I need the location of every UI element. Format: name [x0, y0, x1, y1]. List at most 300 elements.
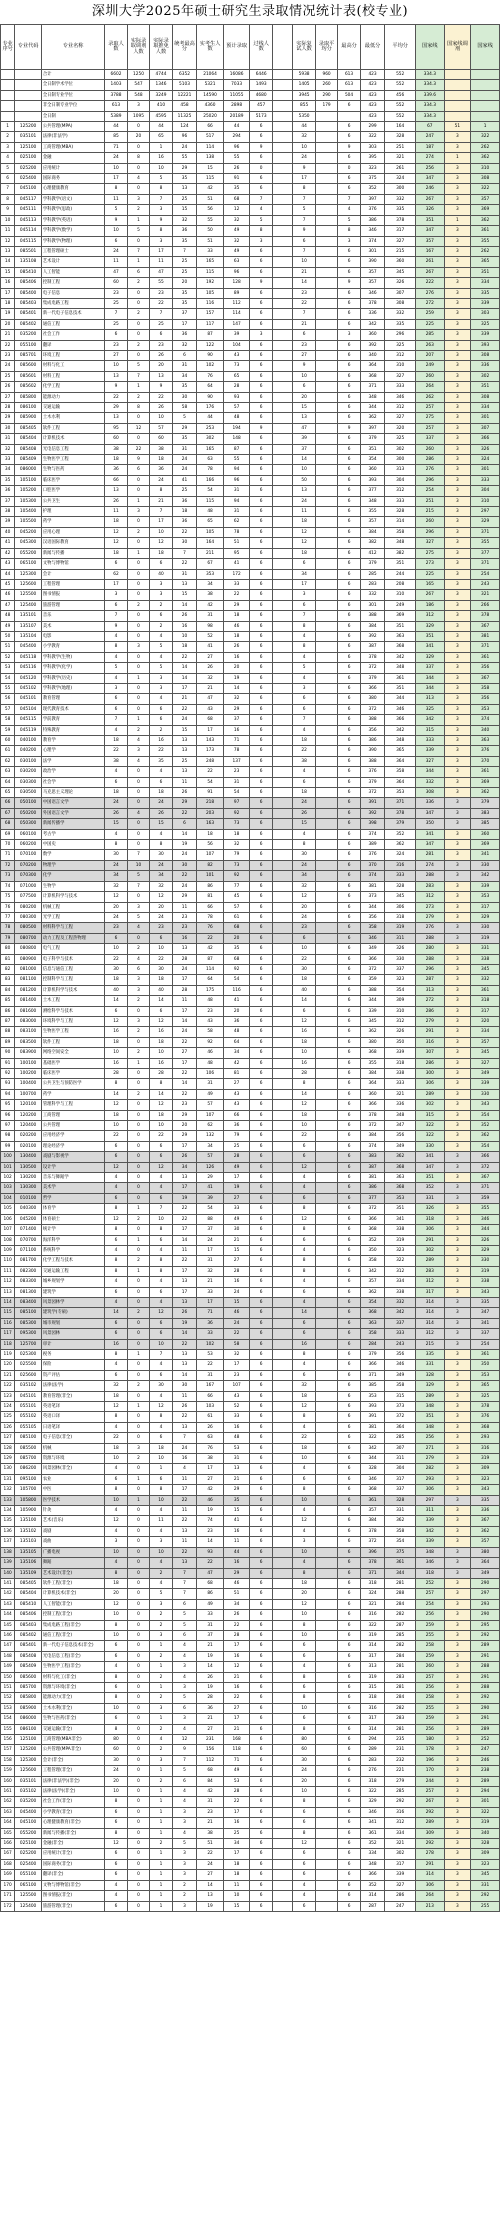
- table-cell: 135102: [15, 1526, 42, 1536]
- table-cell: 264: [416, 382, 445, 392]
- table-cell: 14: [172, 600, 197, 610]
- table-cell: 0: [127, 1006, 149, 1016]
- table-cell: 025200: [15, 1849, 42, 1859]
- table-cell: [315, 423, 337, 433]
- table-cell: 22: [105, 746, 127, 756]
- table-cell: 6: [338, 1297, 360, 1307]
- table-cell: [272, 246, 292, 256]
- table-cell: 24: [197, 1235, 224, 1245]
- table-cell: 15: [1, 267, 15, 277]
- table-cell: [272, 1630, 292, 1640]
- table-cell: 361: [471, 226, 500, 236]
- table-cell: 363: [385, 631, 416, 641]
- table-cell: 6: [338, 1516, 360, 1526]
- table-cell: 282: [385, 1610, 416, 1620]
- table-cell: 3: [444, 1464, 471, 1474]
- table-cell: 055200: [15, 1828, 42, 1838]
- table-cell: 144: [1, 1610, 15, 1620]
- table-cell: 378: [471, 1402, 500, 1412]
- table-cell: 194: [223, 423, 250, 433]
- table-cell: 57: [150, 423, 172, 433]
- table-cell: 0: [127, 1141, 149, 1151]
- table-cell: 6: [338, 954, 360, 964]
- table-cell: 49: [223, 246, 250, 256]
- table-cell: 151: [1, 1682, 15, 1692]
- table-cell: 351: [385, 559, 416, 569]
- table-cell: [272, 912, 292, 922]
- table-cell: 361: [385, 1558, 416, 1568]
- table-cell: 0: [127, 1880, 149, 1890]
- table-cell: 0: [338, 163, 360, 173]
- table-cell: 13: [172, 746, 197, 756]
- table-cell: 34: [105, 871, 127, 881]
- table-cell: 256: [416, 1682, 445, 1692]
- table-cell: [315, 507, 337, 517]
- table-cell: 6: [338, 819, 360, 829]
- table-cell: 65: [223, 371, 250, 381]
- table-cell: 控制科学与工程: [41, 975, 104, 985]
- table-cell: 294: [360, 1735, 385, 1745]
- table-cell: [315, 1828, 337, 1838]
- table-cell: 291: [416, 1027, 445, 1037]
- table-cell: 29: [172, 892, 197, 902]
- table-cell: 373: [360, 892, 385, 902]
- table-cell: 8: [105, 1266, 127, 1276]
- table-cell: 39: [197, 1193, 224, 1203]
- table-cell: 7: [127, 881, 149, 891]
- table-cell: 11: [150, 257, 172, 267]
- table-cell: 366: [360, 683, 385, 693]
- table-cell: [272, 413, 292, 423]
- table-cell: 集成电路工程(非全): [41, 1620, 104, 1630]
- table-row: [1, 756, 500, 766]
- table-row: [1, 1506, 500, 1516]
- table-cell: 23: [197, 1526, 224, 1536]
- table-cell: 18: [105, 1037, 127, 1047]
- table-cell: 54: [197, 1204, 224, 1214]
- table-cell: [315, 788, 337, 798]
- table-cell: [315, 1651, 337, 1661]
- table-cell: 0: [127, 1370, 149, 1380]
- table-cell: 25: [1, 371, 15, 381]
- table-row: [1, 1516, 500, 1526]
- table-cell: 285: [385, 1630, 416, 1640]
- table-cell: 3: [150, 1599, 172, 1609]
- table-cell: 14: [293, 1089, 315, 1099]
- table-cell: 6: [338, 486, 360, 496]
- table-cell: 6: [293, 1818, 315, 1828]
- table-cell: 7: [127, 371, 149, 381]
- table-cell: 81: [1, 954, 15, 964]
- table-cell: 30: [150, 1381, 172, 1391]
- table-cell: 19: [172, 1318, 197, 1328]
- table-cell: 22: [150, 392, 172, 402]
- table-cell: 14: [105, 1308, 127, 1318]
- table-cell: 085405: [15, 423, 42, 433]
- table-cell: 4: [293, 631, 315, 641]
- table-cell: 10: [293, 257, 315, 267]
- table-row: [1, 1891, 500, 1901]
- table-cell: 368: [471, 1422, 500, 1432]
- table-cell: 7: [293, 611, 315, 621]
- table-cell: 344: [385, 694, 416, 704]
- table-cell: 286: [416, 1006, 445, 1016]
- table-cell: [315, 1225, 337, 1235]
- table-cell: 13: [197, 1891, 224, 1901]
- table-cell: 334.3: [416, 111, 445, 121]
- table-cell: 3: [444, 465, 471, 475]
- table-cell: [315, 1547, 337, 1557]
- table-cell: 326: [471, 444, 500, 454]
- table-cell: 3: [444, 1225, 471, 1235]
- table-cell: 105: [197, 527, 224, 537]
- table-cell: 6: [293, 1807, 315, 1817]
- table-cell: 12: [293, 1599, 315, 1609]
- table-cell: 362: [360, 1027, 385, 1037]
- table-cell: 24: [105, 798, 127, 808]
- table-cell: [315, 1776, 337, 1786]
- table-row: [1, 319, 500, 329]
- table-cell: 法律(非法学)(非全): [41, 1776, 104, 1786]
- table-cell: 293: [471, 1599, 500, 1609]
- table-cell: 310: [385, 361, 416, 371]
- table-cell: [315, 413, 337, 423]
- table-cell: 3: [444, 1245, 471, 1255]
- table-cell: [315, 1152, 337, 1162]
- table-cell: 28: [1, 403, 15, 413]
- table-cell: 317: [385, 226, 416, 236]
- table-cell: 城乡规划学: [41, 1277, 104, 1287]
- table-cell: 26: [197, 663, 224, 673]
- table-cell: 325: [385, 434, 416, 444]
- table-cell: 231: [385, 1745, 416, 1755]
- table-cell: [315, 1433, 337, 1443]
- table-cell: 学科教学(生物): [41, 652, 104, 662]
- table-cell: 22: [172, 1037, 197, 1047]
- table-cell: 080300: [15, 912, 42, 922]
- table-cell: 148: [1, 1651, 15, 1661]
- table-cell: 软件工程: [41, 1037, 104, 1047]
- table-cell: 238: [471, 1766, 500, 1776]
- table-cell: 92: [223, 964, 250, 974]
- table-cell: [272, 236, 292, 246]
- table-cell: 086100: [15, 403, 42, 413]
- table-cell: 1: [127, 1495, 149, 1505]
- table-cell: 工商管理(MBA非全): [41, 1735, 104, 1745]
- table-cell: [272, 829, 292, 839]
- table-cell: 6: [338, 881, 360, 891]
- table-cell: [315, 132, 337, 142]
- table-cell: 6: [338, 1641, 360, 1651]
- table-cell: 333: [471, 475, 500, 485]
- table-cell: 125200: [15, 122, 42, 132]
- table-cell: 动力工程及工程热物理: [41, 933, 104, 943]
- table-cell: 6: [250, 413, 272, 423]
- table-cell: 6: [250, 1880, 272, 1890]
- table-cell: 369: [471, 205, 500, 215]
- table-cell: 8: [105, 184, 127, 194]
- table-cell: 327: [385, 1880, 416, 1890]
- table-cell: 368: [360, 1225, 385, 1235]
- table-cell: 353: [197, 569, 224, 579]
- table-cell: 15: [223, 1506, 250, 1516]
- table-cell: [272, 194, 292, 204]
- table-cell: 20: [150, 902, 172, 912]
- table-cell: [315, 892, 337, 902]
- table-cell: 93: [197, 1547, 224, 1557]
- table-cell: [315, 746, 337, 756]
- table-cell: 8: [150, 1079, 172, 1089]
- table-cell: 328: [360, 1464, 385, 1474]
- table-cell: 326: [385, 944, 416, 954]
- table-cell: 学科教学(物理): [41, 236, 104, 246]
- table-cell: 30: [1, 423, 15, 433]
- table-cell: 396: [360, 1547, 385, 1557]
- table-cell: 1346: [150, 80, 172, 90]
- table-cell: 3: [444, 226, 471, 236]
- table-cell: [272, 403, 292, 413]
- table-cell: 6: [250, 1391, 272, 1401]
- table-row: [1, 933, 500, 943]
- table-row: [1, 153, 500, 163]
- table-cell: 14: [197, 1537, 224, 1547]
- table-cell: 28: [293, 1069, 315, 1079]
- table-cell: 6: [250, 850, 272, 860]
- table-cell: 6: [338, 1370, 360, 1380]
- table-cell: 045120: [15, 673, 42, 683]
- table-cell: 085600: [15, 1672, 42, 1682]
- table-cell: 13: [293, 486, 315, 496]
- table-cell: 3: [444, 1443, 471, 1453]
- table-cell: 8: [150, 184, 172, 194]
- table-row: [1, 1745, 500, 1755]
- table-cell: 332: [385, 309, 416, 319]
- table-cell: 教育学: [41, 736, 104, 746]
- table-cell: 3: [444, 569, 471, 579]
- table-row: [1, 829, 500, 839]
- table-cell: [272, 1828, 292, 1838]
- table-cell: 16: [172, 933, 197, 943]
- table-cell: 0: [127, 1547, 149, 1557]
- table-row: [1, 1391, 500, 1401]
- table-cell: 32: [223, 215, 250, 225]
- table-cell: 085409: [15, 1662, 42, 1672]
- table-cell: 数学: [41, 850, 104, 860]
- table-cell: 275: [416, 548, 445, 558]
- table-cell: 6: [338, 902, 360, 912]
- table-cell: 315: [416, 1110, 445, 1120]
- table-cell: 276: [416, 465, 445, 475]
- table-cell: 255: [471, 1901, 500, 1911]
- table-cell: 327: [385, 236, 416, 246]
- table-cell: 302: [471, 371, 500, 381]
- table-cell: 383: [471, 808, 500, 818]
- table-cell: 应用心理: [41, 527, 104, 537]
- table-cell: 286: [385, 1891, 416, 1901]
- table-cell: 29: [172, 423, 197, 433]
- table-cell: 6: [250, 964, 272, 974]
- table-cell: 25: [172, 194, 197, 204]
- table-cell: 1: [150, 1880, 172, 1890]
- table-cell: 针灸: [41, 1506, 104, 1516]
- table-cell: 3: [444, 683, 471, 693]
- table-cell: 78: [1, 923, 15, 933]
- table-cell: 光电信息工程: [41, 444, 104, 454]
- table-cell: 22: [293, 298, 315, 308]
- table-cell: 6: [250, 1266, 272, 1276]
- table-cell: 6: [338, 1828, 360, 1838]
- table-cell: 315: [416, 725, 445, 735]
- table-row: [1, 840, 500, 850]
- table-cell: 0: [127, 788, 149, 798]
- table-row: [1, 1069, 500, 1079]
- table-cell: 361: [360, 1495, 385, 1505]
- table-cell: 163: [197, 819, 224, 829]
- table-cell: 12: [105, 538, 127, 548]
- table-cell: 118: [223, 1745, 250, 1755]
- table-row: [1, 964, 500, 974]
- table-row: [1, 350, 500, 360]
- table-row: [1, 309, 500, 319]
- table-cell: 22: [197, 1558, 224, 1568]
- table-cell: [272, 860, 292, 870]
- table-cell: 3: [444, 246, 471, 256]
- table-cell: 5: [1, 163, 15, 173]
- table-cell: 045118: [15, 652, 42, 662]
- table-cell: 36: [172, 496, 197, 506]
- table-cell: 信息与通信工程: [41, 964, 104, 974]
- table-cell: [315, 1297, 337, 1307]
- table-cell: 358: [360, 923, 385, 933]
- table-cell: 281: [385, 1682, 416, 1692]
- table-cell: 12: [223, 1662, 250, 1672]
- table-cell: 17: [172, 1058, 197, 1068]
- table-cell: 7: [150, 309, 172, 319]
- table-cell: 10: [127, 860, 149, 870]
- table-cell: 169: [1, 1870, 15, 1880]
- table-cell: 16: [223, 1651, 250, 1661]
- table-cell: 364: [360, 1079, 385, 1089]
- table-cell: 1: [150, 1818, 172, 1828]
- table-cell: 6: [250, 1828, 272, 1838]
- table-cell: 16: [223, 1422, 250, 1432]
- table-cell: 246: [416, 184, 445, 194]
- table-cell: 18: [105, 736, 127, 746]
- table-row: [1, 1329, 500, 1339]
- header-cell: 平均分: [385, 25, 416, 70]
- table-cell: 372: [360, 1204, 385, 1214]
- table-cell: 5: [172, 1766, 197, 1776]
- table-cell: 122: [197, 340, 224, 350]
- table-cell: 金融(非全): [41, 1839, 104, 1849]
- table-cell: 4: [150, 1183, 172, 1193]
- table-cell: 6: [338, 1703, 360, 1713]
- table-cell: 2: [150, 1651, 172, 1661]
- table-cell: [272, 132, 292, 142]
- table-cell: 255: [416, 1630, 445, 1640]
- table-cell: 6: [338, 1308, 360, 1318]
- table-cell: 6: [250, 912, 272, 922]
- table-cell: [15, 80, 42, 90]
- table-cell: 2: [150, 621, 172, 631]
- table-cell: [315, 246, 337, 256]
- table-cell: 6: [250, 683, 272, 693]
- table-cell: 4: [172, 1724, 197, 1734]
- table-cell: 77: [1, 912, 15, 922]
- table-cell: 050200: [15, 808, 42, 818]
- table-cell: 6: [250, 923, 272, 933]
- table-row: [1, 278, 500, 288]
- table-cell: 030200: [15, 767, 42, 777]
- table-cell: 14: [172, 1016, 197, 1026]
- table-cell: 5: [150, 174, 172, 184]
- table-cell: 6: [338, 1183, 360, 1193]
- table-cell: 3: [150, 683, 172, 693]
- table-cell: 086100: [15, 1724, 42, 1734]
- table-row: [1, 1058, 500, 1068]
- table-cell: 346: [360, 933, 385, 943]
- table-cell: 353: [471, 704, 500, 714]
- table-cell: 372: [360, 663, 385, 673]
- table-cell: [272, 340, 292, 350]
- table-cell: 125100: [15, 142, 42, 152]
- table-cell: 3: [444, 350, 471, 360]
- table-cell: 050100: [15, 798, 42, 808]
- table-cell: 1: [444, 215, 471, 225]
- table-cell: [315, 1724, 337, 1734]
- table-cell: 40: [293, 985, 315, 995]
- table-cell: 32: [293, 1381, 315, 1391]
- table-cell: 全日制学术学位: [41, 80, 104, 90]
- table-cell: 6352: [172, 70, 197, 80]
- table-cell: 3: [444, 1495, 471, 1505]
- table-cell: [272, 683, 292, 693]
- table-cell: 10: [293, 1121, 315, 1131]
- table-cell: 124: [1, 1402, 15, 1412]
- table-cell: 207: [416, 350, 445, 360]
- table-cell: 323: [471, 1859, 500, 1869]
- table-cell: 17: [223, 1807, 250, 1817]
- table-cell: 6: [250, 559, 272, 569]
- table-cell: 0: [127, 1870, 149, 1880]
- table-cell: 0: [127, 122, 149, 132]
- table-cell: 10: [150, 413, 172, 423]
- table-cell: 388: [360, 756, 385, 766]
- table-cell: 312: [385, 350, 416, 360]
- table-cell: 168: [1, 1859, 15, 1869]
- table-cell: 125400: [15, 600, 42, 610]
- table-cell: [272, 1110, 292, 1120]
- table-cell: 086000: [15, 465, 42, 475]
- table-cell: 337: [385, 964, 416, 974]
- table-cell: 8: [150, 1412, 172, 1422]
- table-cell: 055102: [15, 1412, 42, 1422]
- table-cell: 10: [293, 1547, 315, 1557]
- table-cell: 6: [338, 892, 360, 902]
- table-cell: [272, 267, 292, 277]
- table-cell: 338: [385, 1225, 416, 1235]
- table-cell: 6: [338, 1464, 360, 1474]
- table-cell: 081000: [15, 964, 42, 974]
- table-cell: 045300: [15, 538, 42, 548]
- table-cell: 76: [197, 1443, 224, 1453]
- table-cell: 10: [150, 1048, 172, 1058]
- table-cell: 6: [250, 371, 272, 381]
- table-cell: 28: [223, 382, 250, 392]
- table-cell: [315, 403, 337, 413]
- table-cell: 354: [385, 985, 416, 995]
- table-cell: [315, 1672, 337, 1682]
